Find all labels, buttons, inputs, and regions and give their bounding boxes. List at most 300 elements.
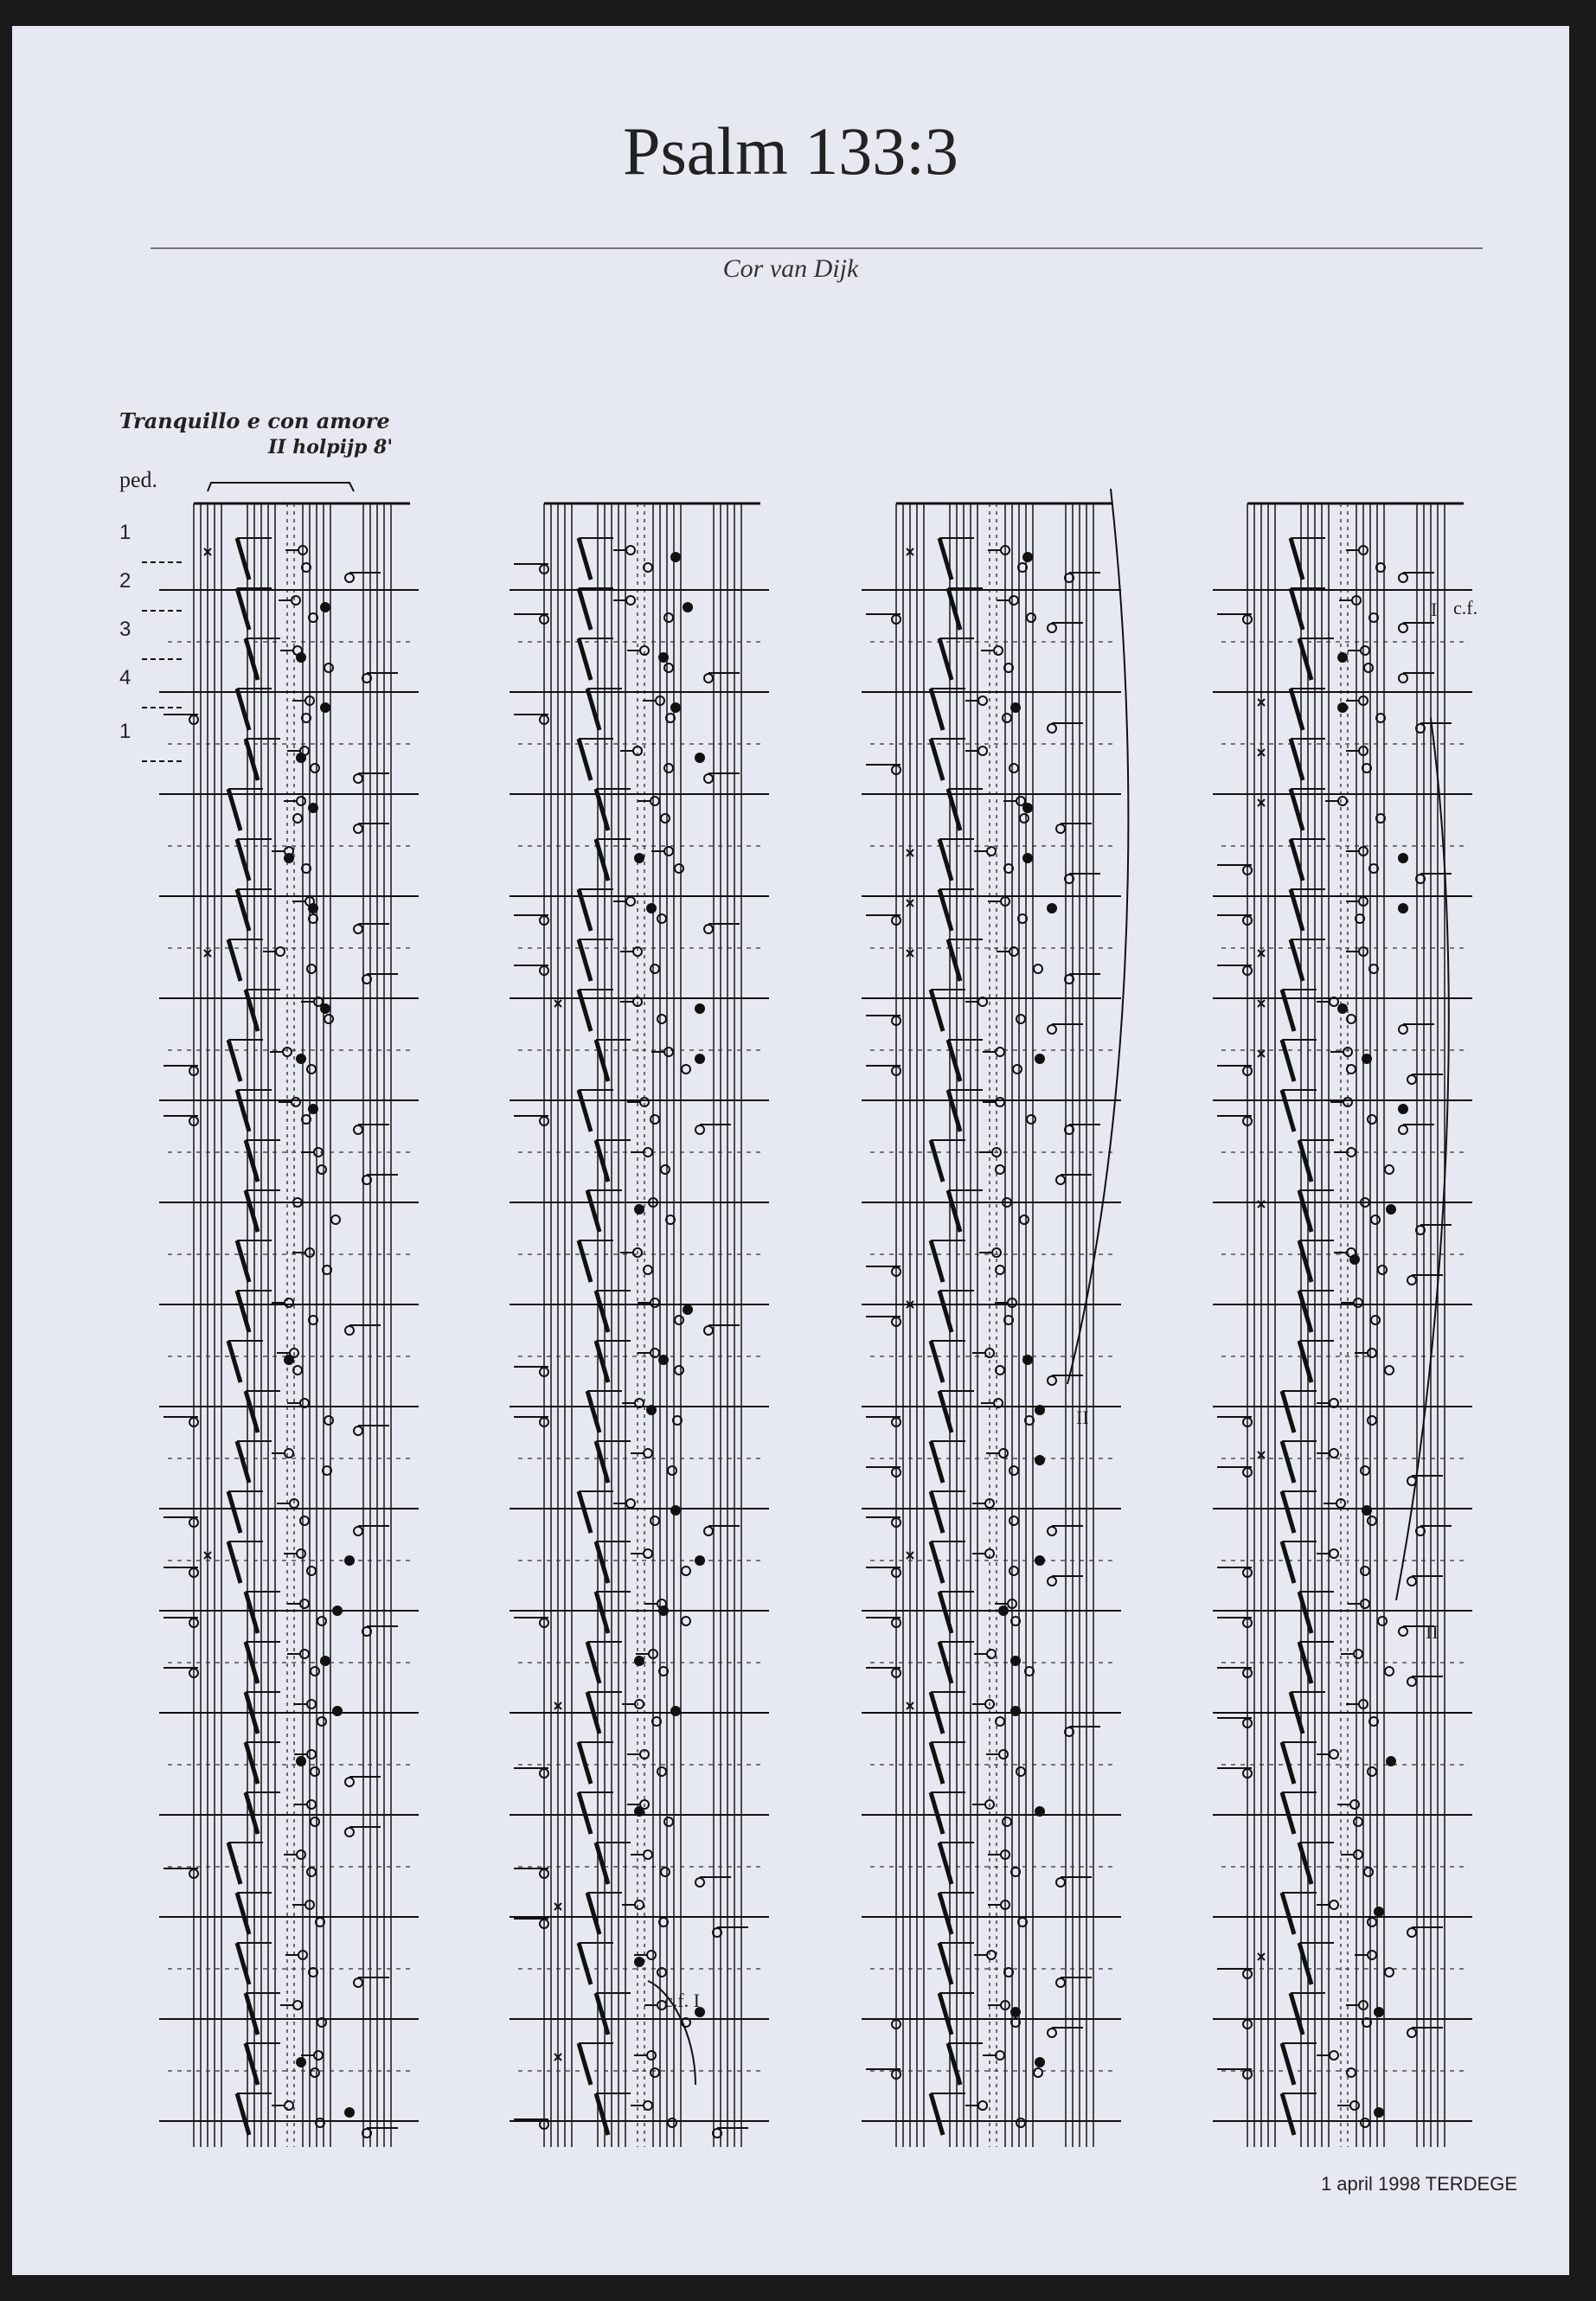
upper-note [345, 1326, 354, 1335]
composer-name: Cor van Dijk [722, 254, 859, 283]
note-group [931, 689, 1083, 733]
note-head [994, 646, 1003, 655]
note-group [579, 1240, 652, 1282]
note-head-filled [296, 1756, 306, 1766]
note-head [987, 1650, 996, 1658]
note-head [1016, 1767, 1025, 1776]
beam [931, 1742, 943, 1784]
beam [228, 1541, 240, 1583]
note-head [324, 1416, 333, 1425]
note-head [292, 1098, 300, 1106]
beam [579, 739, 591, 780]
note-head [300, 1516, 309, 1525]
beam [931, 1792, 943, 1834]
note-head-filled [1010, 2007, 1021, 2017]
beam [1282, 1792, 1294, 1834]
note-group [1217, 1040, 1443, 1084]
beam [931, 689, 943, 730]
note-head-filled [1035, 1405, 1045, 1415]
note-head [1330, 1449, 1338, 1458]
note-head [1361, 646, 1369, 655]
note-group [948, 789, 1092, 833]
note-head [307, 1065, 316, 1074]
slur-column4 [1396, 718, 1449, 1600]
upper-note [1048, 1577, 1056, 1586]
tempo-marking: Tranquillo e con amore [119, 408, 390, 433]
note-head [978, 2101, 987, 2110]
note-head [1016, 797, 1025, 805]
score [12, 26, 1569, 2275]
note-head [1330, 2051, 1338, 2060]
note-head [1385, 1366, 1394, 1375]
note-group [514, 588, 693, 630]
beam [1282, 2043, 1294, 2085]
note-head [1016, 2118, 1025, 2127]
upper-note [1056, 1878, 1065, 1887]
note-group [579, 638, 740, 683]
note-head-filled [658, 1606, 669, 1616]
note-head [682, 1617, 690, 1625]
manual-mark: II [1426, 1621, 1439, 1643]
note-head [1013, 1065, 1022, 1074]
cantus-firmus-mark: c.f. [1453, 597, 1478, 619]
note-head [635, 1900, 644, 1909]
note-head [311, 764, 319, 772]
upper-note [1407, 1577, 1416, 1586]
note-head [651, 1298, 659, 1307]
note-group [939, 1893, 1027, 1934]
note-group [596, 1040, 705, 1081]
note-head-filled [1035, 2057, 1045, 2067]
beam [228, 939, 240, 981]
note-group [246, 1190, 340, 1232]
note-head-filled [1010, 1706, 1021, 1716]
note-head-filled [1337, 652, 1348, 663]
note-head-filled [1035, 1555, 1045, 1566]
upper-note [1048, 724, 1056, 733]
note-head-filled [1362, 1054, 1372, 1064]
note-head-filled [1035, 1054, 1045, 1064]
upper-note [1407, 1075, 1416, 1084]
upper-note [1399, 574, 1407, 582]
note-group [866, 1391, 1045, 1433]
beam [1282, 1441, 1294, 1483]
note-head [1378, 1266, 1387, 1274]
note-group [579, 1491, 740, 1535]
note-group [514, 939, 659, 981]
note-group [1299, 1140, 1394, 1182]
note-head-filled [320, 702, 330, 713]
note-head [1368, 1115, 1376, 1124]
upper-note [695, 1878, 704, 1887]
note-group [866, 739, 1018, 780]
note-head [987, 1951, 996, 1959]
note-head [635, 1700, 644, 1708]
manual-mark: I [1431, 599, 1438, 620]
note-head-filled [1398, 853, 1408, 863]
note-head [1361, 2118, 1369, 2127]
note-group [866, 1291, 1016, 1332]
note-head [1371, 1215, 1380, 1224]
note-group [1299, 1240, 1443, 1285]
note-head [307, 965, 316, 973]
note-head-filled [320, 602, 330, 612]
vertical-staff [1213, 503, 1472, 2147]
note-head-filled [344, 1555, 355, 1566]
note-group [866, 1040, 1045, 1081]
note-head [626, 546, 635, 554]
note-head-filled [1022, 1355, 1033, 1365]
note-group [596, 839, 683, 881]
note-head [644, 1549, 652, 1558]
note-group [1217, 2043, 1356, 2085]
note-head-filled [296, 2057, 306, 2067]
note-group [596, 789, 670, 830]
beam [1282, 1391, 1294, 1433]
note-head [661, 814, 670, 823]
note-group [1299, 1341, 1394, 1382]
note-group [237, 1943, 389, 1987]
note-group [596, 1441, 676, 1483]
note-group [1217, 1642, 1443, 1686]
note-group [866, 2043, 1045, 2085]
note-head [1330, 1750, 1338, 1759]
upper-note [1407, 2029, 1416, 2037]
note-head-filled [998, 1606, 1009, 1616]
note-head-filled [1035, 1455, 1045, 1465]
note-group [939, 1943, 1092, 1987]
note-head-filled [284, 1355, 294, 1365]
note-head [1010, 764, 1018, 772]
note-head-filled [1386, 1204, 1396, 1215]
cantus-firmus-mark: c.f. I [664, 1990, 700, 2011]
note-head [1350, 1800, 1359, 1809]
pedal-label: ped. [119, 467, 158, 492]
upper-note [354, 925, 362, 933]
note-head [1338, 797, 1347, 805]
note-head [1010, 1516, 1018, 1525]
note-head [1368, 1349, 1376, 1357]
finger-number: 2 [119, 569, 131, 593]
note-head-filled [1362, 1505, 1372, 1516]
note-group [1217, 1993, 1443, 2037]
note-head [664, 663, 673, 672]
upper-note [704, 925, 713, 933]
note-head [978, 696, 987, 705]
beam [579, 1090, 591, 1131]
beam [228, 789, 240, 830]
note-head [1385, 1165, 1394, 1174]
upper-note [1056, 1176, 1065, 1184]
upper-note [1048, 1025, 1056, 1034]
beam [579, 538, 591, 580]
note-head [1020, 1215, 1029, 1224]
note-head-filled [1337, 1003, 1348, 1014]
beam [1282, 1742, 1294, 1784]
note-head [668, 1466, 676, 1475]
note-group [866, 1993, 1083, 2037]
beam [1282, 990, 1294, 1031]
note-head [1010, 1567, 1018, 1575]
note-head [1354, 1817, 1362, 1826]
note-head [297, 1850, 305, 1859]
upper-note [345, 574, 354, 582]
note-group [1217, 1943, 1394, 1984]
upper-note [1048, 1527, 1056, 1535]
beam [579, 2043, 591, 2085]
note-head-filled [1010, 1656, 1021, 1666]
note-group [948, 1190, 1029, 1232]
note-group [1258, 689, 1452, 733]
note-head [664, 1048, 673, 1056]
note-head [682, 1567, 690, 1575]
note-head-filled [308, 803, 318, 813]
note-head [996, 1165, 1004, 1174]
note-head [1368, 1918, 1376, 1926]
note-head-filled [1386, 1756, 1396, 1766]
beam [579, 638, 591, 680]
note-head [307, 1567, 316, 1575]
note-group [246, 1993, 326, 2035]
beam [579, 588, 591, 630]
beam [1282, 2093, 1294, 2135]
note-head [307, 1800, 316, 1809]
upper-note [1048, 624, 1056, 632]
upper-note [704, 774, 713, 783]
beam [1282, 1491, 1294, 1533]
note-group [587, 1190, 675, 1232]
note-head [285, 1449, 293, 1458]
upper-note [1056, 824, 1065, 833]
note-head-filled [1010, 702, 1021, 713]
note-head [996, 1098, 1004, 1106]
note-head [682, 1065, 690, 1074]
note-head-filled [1022, 803, 1033, 813]
note-head [664, 764, 673, 772]
upper-note [704, 1326, 713, 1335]
note-head [1385, 1667, 1394, 1676]
note-head [1010, 1466, 1018, 1475]
note-head [297, 797, 305, 805]
note-head [1010, 596, 1018, 605]
note-head-filled [646, 1405, 657, 1415]
note-head-filled [634, 1656, 644, 1666]
note-group [163, 1040, 316, 1081]
note-group [204, 538, 381, 582]
page [12, 26, 1569, 2275]
beam [579, 1792, 591, 1834]
note-group [1217, 1441, 1443, 1485]
note-head-filled [658, 652, 669, 663]
note-group [246, 739, 389, 783]
beam [228, 1843, 240, 1884]
beam [579, 939, 591, 981]
note-group [866, 588, 1083, 632]
bracket-registration [208, 483, 354, 491]
note-head [1330, 1900, 1338, 1909]
note-head-filled [670, 702, 681, 713]
note-head [978, 747, 987, 755]
note-group [907, 1692, 1100, 1736]
note-group [866, 1491, 1083, 1535]
note-head [1361, 1466, 1369, 1475]
beam [579, 1491, 591, 1533]
note-head [311, 1817, 319, 1826]
beam [931, 1441, 943, 1483]
finger-number: 1 [119, 521, 131, 544]
note-group [237, 1893, 324, 1934]
note-group [1217, 939, 1378, 981]
note-head [1368, 1767, 1376, 1776]
note-head [1350, 2101, 1359, 2110]
beam [579, 1240, 591, 1282]
note-head-filled [683, 602, 693, 612]
note-head [657, 914, 666, 923]
beam [1282, 1040, 1294, 1081]
note-head [307, 1750, 316, 1759]
upper-note [1399, 1125, 1407, 1134]
note-group [163, 1541, 355, 1583]
note-head [311, 1667, 319, 1676]
note-head-filled [1398, 1104, 1408, 1114]
note-head [285, 1298, 293, 1307]
beam [931, 990, 943, 1031]
page-title: Psalm 133:3 [623, 113, 958, 189]
note-group [1217, 1541, 1443, 1586]
note-group [246, 2043, 323, 2085]
note-head [1361, 1567, 1369, 1575]
note-group [866, 1240, 1004, 1282]
note-head-filled [695, 1555, 705, 1566]
note-head [293, 2001, 302, 2009]
note-head [1034, 965, 1042, 973]
note-group [579, 739, 740, 783]
note-head-filled [646, 903, 657, 913]
note-group [1299, 1291, 1380, 1332]
upper-note [345, 1828, 354, 1836]
note-head [999, 1449, 1008, 1458]
note-head-filled [320, 1003, 330, 1014]
note-group [1217, 1391, 1376, 1433]
note-group [866, 1541, 1083, 1586]
note-head-filled [670, 552, 681, 562]
note-group [1217, 588, 1434, 632]
beam [1282, 1893, 1294, 1934]
note-group [246, 990, 333, 1031]
beam [579, 990, 591, 1031]
note-group [1299, 638, 1434, 683]
note-group [596, 1541, 705, 1583]
note-head-filled [1022, 552, 1033, 562]
note-group [554, 2043, 659, 2085]
upper-note [1399, 674, 1407, 683]
finger-number: 3 [119, 618, 131, 641]
note-group [866, 1441, 1045, 1483]
note-head [292, 596, 300, 605]
note-head [1368, 1516, 1376, 1525]
note-head [1368, 1416, 1376, 1425]
beam [931, 1240, 943, 1282]
note-head [626, 596, 635, 605]
note-head-filled [658, 1355, 669, 1365]
note-head-filled [695, 1003, 705, 1014]
note-group [907, 538, 1100, 582]
note-group [554, 990, 705, 1031]
note-head [644, 2101, 652, 2110]
note-head [675, 864, 683, 873]
note-head [300, 1599, 309, 1608]
note-head [651, 965, 659, 973]
note-head-filled [296, 1054, 306, 1064]
note-head [651, 2068, 659, 2077]
upper-note [354, 774, 362, 783]
beam [931, 1140, 943, 1182]
note-head-filled [683, 1304, 693, 1315]
upper-note [354, 1426, 362, 1435]
note-head [1354, 1850, 1362, 1859]
note-group [163, 1090, 389, 1134]
note-group [1217, 1090, 1434, 1134]
note-head-filled [670, 1505, 681, 1516]
note-head-filled [284, 853, 294, 863]
note-head [1347, 2068, 1356, 2077]
note-head-filled [1398, 903, 1408, 913]
note-head [1034, 2068, 1042, 2077]
note-head [1371, 1316, 1380, 1324]
note-group [514, 1592, 690, 1633]
note-group [1291, 538, 1434, 582]
note-group [1299, 1843, 1373, 1884]
note-head [1364, 663, 1373, 672]
beam [931, 1541, 943, 1583]
note-head [1003, 714, 1011, 722]
upper-note [354, 1125, 362, 1134]
note-head-filled [695, 753, 705, 763]
note-head-filled [1337, 702, 1348, 713]
note-group [163, 1491, 389, 1535]
upper-note [354, 824, 362, 833]
note-head-filled [1349, 1254, 1360, 1265]
note-head-filled [634, 1806, 644, 1817]
beam [579, 1742, 591, 1784]
note-group [1258, 1190, 1452, 1234]
note-head [647, 2051, 656, 2060]
registration-marking: II holpijp 8' [268, 436, 394, 458]
note-head [297, 1549, 305, 1558]
note-head-filled [634, 1957, 644, 1967]
note-head [324, 1015, 333, 1023]
note-head [664, 613, 673, 622]
upper-note [1056, 1978, 1065, 1987]
note-head-filled [1035, 1806, 1045, 1817]
note-head [675, 1366, 683, 1375]
upper-note [354, 1527, 362, 1535]
note-group [514, 1843, 731, 1887]
note-group [514, 1341, 683, 1382]
beam [931, 2093, 943, 2135]
note-head-filled [1047, 903, 1057, 913]
beam [579, 1943, 591, 1984]
note-group [163, 1391, 389, 1435]
note-group [1258, 990, 1434, 1034]
note-head-filled [296, 652, 306, 663]
note-head-filled [1374, 2007, 1384, 2017]
note-head [1385, 1968, 1394, 1977]
note-head [626, 1499, 635, 1508]
note-group [587, 1642, 668, 1683]
note-group [237, 1291, 381, 1335]
note-head [317, 1717, 326, 1726]
